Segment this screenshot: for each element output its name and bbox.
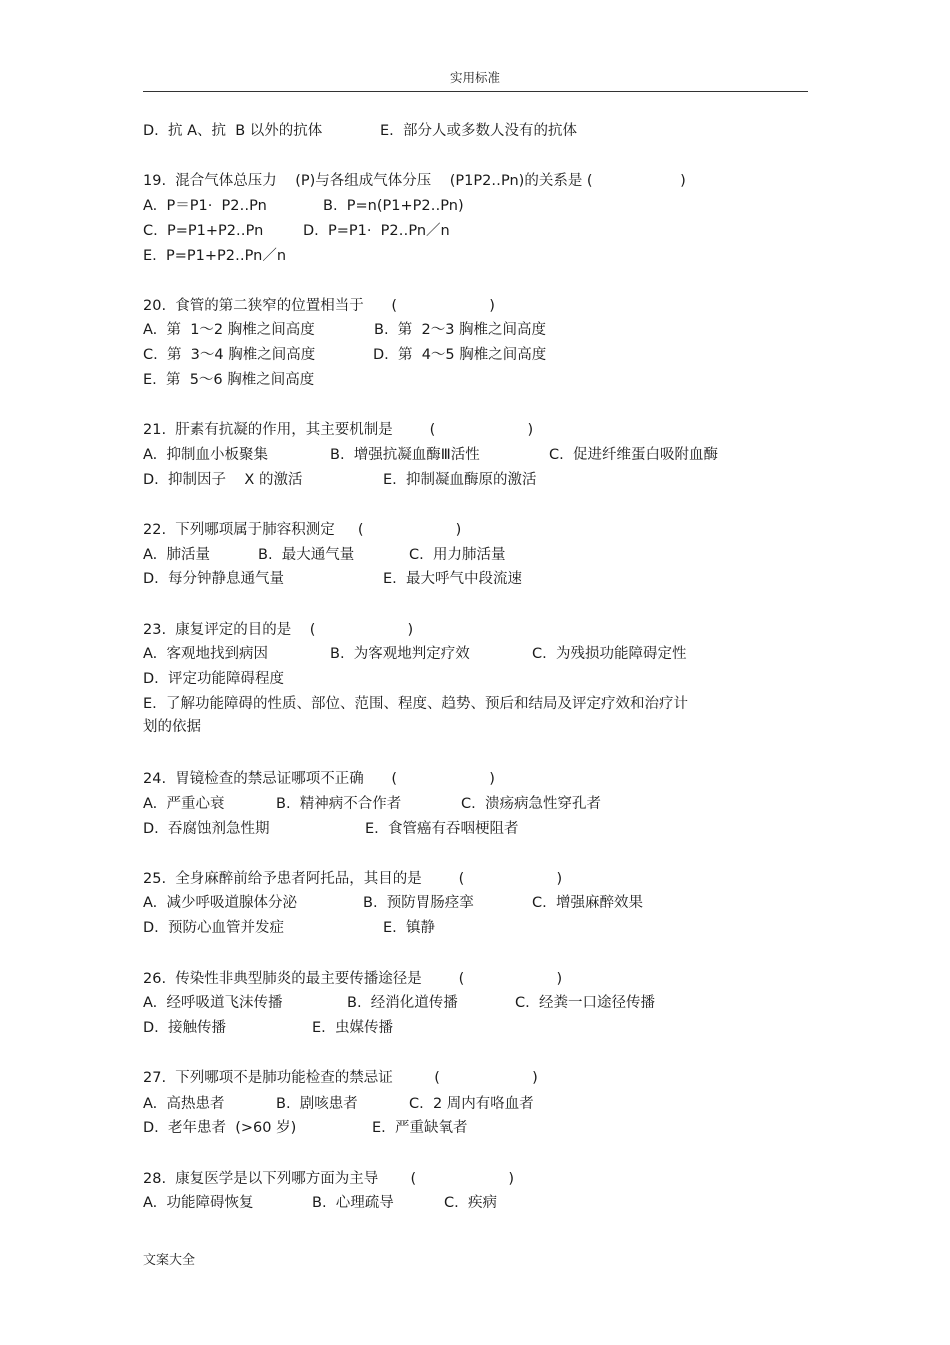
q28-option-a: A. 功能障碍恢复: [143, 1195, 254, 1211]
option-row: [143, 893, 643, 913]
q22-stem: 22. 下列哪项属于肺容积测定 ( ): [143, 522, 462, 538]
question-stem: [143, 769, 495, 789]
q22-option-b: B. 最大通气量: [258, 547, 355, 563]
q22-option-c: C. 用力肺活量: [409, 547, 506, 563]
q27-option-b: B. 剧咳患者: [276, 1096, 358, 1112]
q26-option-a: A. 经呼吸道飞沫传播: [143, 995, 283, 1011]
q25-option-d: D. 预防心血管并发症: [143, 920, 284, 936]
option-row: [143, 445, 718, 465]
option-row: [143, 221, 450, 241]
option-row: [143, 569, 522, 589]
q26-option-d: D. 接触传播: [143, 1020, 226, 1036]
question-stem: [143, 620, 414, 640]
page-header: 实用标准: [449, 70, 500, 85]
q22-option-d: D. 每分钟静息通气量: [143, 571, 284, 587]
option-row: [143, 819, 519, 839]
question-stem: [143, 520, 462, 540]
q27-stem: 27. 下列哪项不是肺功能检查的禁忌证 ( ): [143, 1070, 538, 1086]
question-stem: [143, 969, 563, 989]
q25-option-b: B. 预防胃肠痉挛: [363, 895, 474, 911]
q21-option-b: B. 增强抗凝血酶Ⅲ活性: [330, 447, 480, 463]
q25-option-c: C. 增强麻醉效果: [532, 895, 643, 911]
q24-option-b: B. 精神病不合作者: [276, 796, 402, 812]
option-row: [143, 545, 506, 565]
question-stem: [143, 420, 534, 440]
q28-stem: 28. 康复医学是以下列哪方面为主导 ( ): [143, 1171, 515, 1187]
q26-option-b: B. 经消化道传播: [347, 995, 458, 1011]
q24-option-c: C. 溃疡病急性穿孔者: [461, 796, 601, 812]
q19-stem: 19. 混合气体总压力 (P)与各组成气体分压 (P1P2‥Pn)的关系是 ( ): [143, 173, 686, 189]
q27-option-e: E. 严重缺氧者: [372, 1120, 468, 1136]
q24-option-d: D. 吞腐蚀剂急性期: [143, 821, 270, 837]
option-row: [143, 993, 655, 1013]
q19-option-c: C. P=P1+P2‥Pn: [143, 223, 264, 239]
q20-option-a: A. 第 1～2 胸椎之间高度: [143, 322, 315, 338]
q21-option-e: E. 抑制凝血酶原的激活: [383, 472, 537, 488]
q19-option-b: B. P=n(P1+P2‥Pn): [323, 198, 464, 214]
q23-option-b: B. 为客观地判定疗效: [330, 646, 470, 662]
q23-option-d: D. 评定功能障碍程度: [143, 671, 284, 687]
option-row: [143, 669, 284, 689]
option-row: [143, 470, 537, 490]
option-row: [143, 644, 687, 664]
q20-option-e: E. 第 5～6 胸椎之间高度: [143, 372, 315, 388]
q23-stem: 23. 康复评定的目的是 ( ): [143, 622, 414, 638]
q28-option-c: C. 疾病: [444, 1195, 497, 1211]
page-footer: 文案大全: [143, 1253, 196, 1268]
q20-option-b: B. 第 2～3 胸椎之间高度: [374, 322, 547, 338]
q24-option-e: E. 食管癌有吞咽梗阻者: [365, 821, 519, 837]
q23-option-a: A. 客观地找到病因: [143, 646, 268, 662]
q25-stem: 25. 全身麻醉前给予患者阿托品，其目的是 ( ): [143, 871, 563, 887]
q19-option-d: D. P=P1· P2‥Pn／n: [303, 223, 450, 239]
option-row: [143, 694, 688, 714]
q19-option-a: A. P＝P1· P2‥Pn: [143, 198, 267, 214]
q21-option-a: A. 抑制血小板聚集: [143, 447, 268, 463]
q21-option-d: D. 抑制因子 X 的激活: [143, 472, 303, 488]
q26-stem: 26. 传染性非典型肺炎的最主要传播途径是 ( ): [143, 971, 563, 987]
q27-option-a: A. 高热患者: [143, 1096, 225, 1112]
option-row: [143, 1118, 468, 1138]
q25-option-a: A. 减少呼吸道腺体分泌: [143, 895, 297, 911]
header-rule: [143, 91, 808, 92]
option-row: [143, 345, 547, 365]
q23-option-e: E. 了解功能障碍的性质、部位、范围、程度、趋势、预后和结局及评定疗效和治疗计: [143, 696, 688, 712]
option-d: D. 抗 A、抗 B 以外的抗体: [143, 123, 323, 139]
q27-option-d: D. 老年患者 (>60 岁): [143, 1120, 297, 1136]
option-row: [143, 918, 435, 938]
q26-option-c: C. 经粪一口途径传播: [515, 995, 655, 1011]
option-row: [143, 1193, 497, 1213]
q20-stem: 20. 食管的第二狭窄的位置相当于 ( ): [143, 298, 495, 314]
question-stem: [143, 1169, 515, 1189]
q23-option-c: C. 为残损功能障碍定性: [532, 646, 687, 662]
option-row: [143, 196, 464, 216]
option-row: [143, 320, 547, 340]
q22-option-e: E. 最大呼气中段流速: [383, 571, 522, 587]
q21-option-c: C. 促进纤维蛋白吸附血酶: [549, 447, 718, 463]
option-row: [143, 1018, 393, 1038]
question-stem: [143, 296, 495, 316]
question-stem: [143, 171, 686, 191]
q23-option-e-cont: 划的依据: [143, 719, 201, 735]
q20-option-d: D. 第 4～5 胸椎之间高度: [373, 347, 547, 363]
q24-stem: 24. 胃镜检查的禁忌证哪项不正确 ( ): [143, 771, 495, 787]
option-row: [143, 370, 315, 390]
q19-option-e: E. P=P1+P2‥Pn／n: [143, 248, 287, 264]
q26-option-e: E. 虫媒传播: [312, 1020, 393, 1036]
q25-option-e: E. 镇静: [383, 920, 435, 936]
option-row: [143, 246, 287, 266]
option-row: [143, 717, 201, 737]
q21-stem: 21. 肝素有抗凝的作用，其主要机制是 ( ): [143, 422, 534, 438]
option-e: E. 部分人或多数人没有的抗体: [380, 123, 577, 139]
question-stem: [143, 869, 563, 889]
option-row: [143, 1094, 534, 1114]
q27-option-c: C. 2 周内有咯血者: [409, 1096, 534, 1112]
question-stem: [143, 1068, 538, 1088]
q24-option-a: A. 严重心衰: [143, 796, 225, 812]
option-row: [143, 794, 601, 814]
q22-option-a: A. 肺活量: [143, 547, 210, 563]
q20-option-c: C. 第 3～4 胸椎之间高度: [143, 347, 316, 363]
option-row: [143, 121, 577, 141]
q28-option-b: B. 心理疏导: [312, 1195, 394, 1211]
